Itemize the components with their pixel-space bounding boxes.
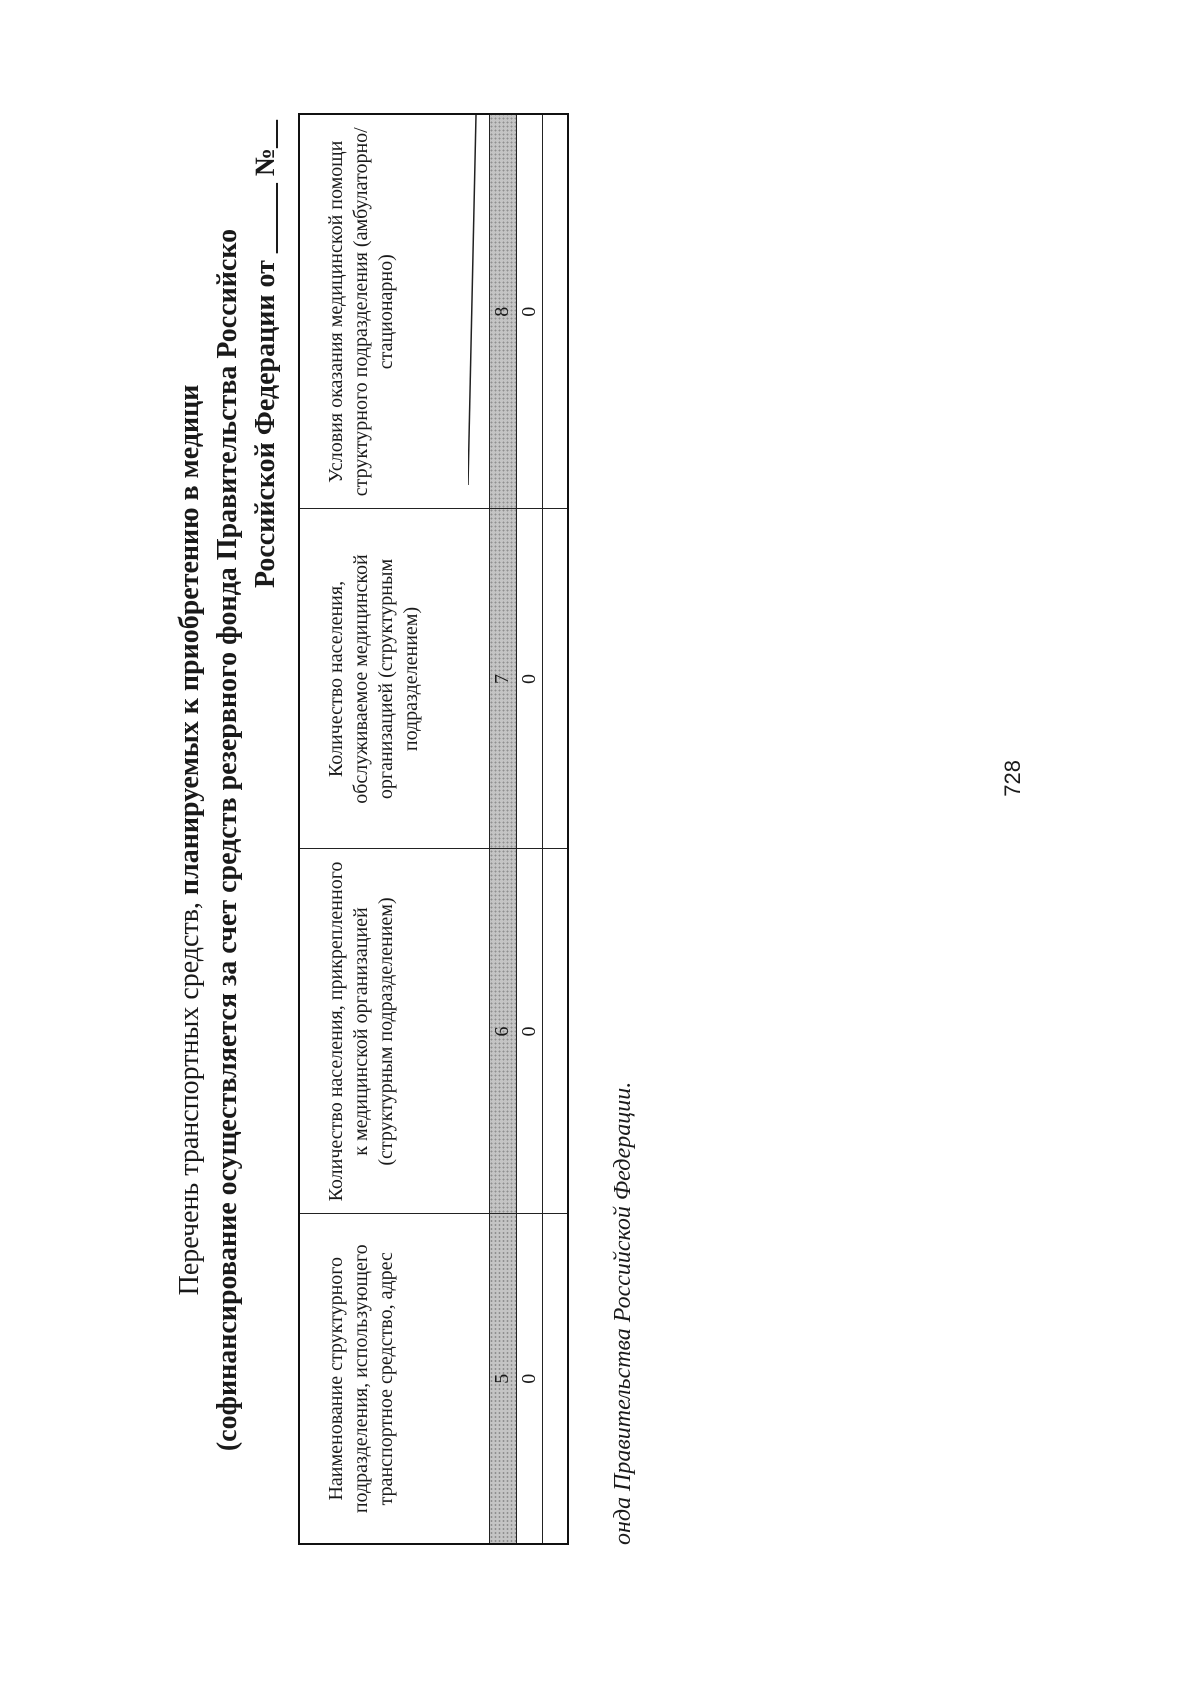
- title-line-1: Перечень транспортных средств, планируемых к приобретению в медици: [174, 384, 205, 1296]
- table-row-empty: [542, 114, 568, 1544]
- column-number: 8: [489, 114, 516, 509]
- table-cell: [542, 1214, 568, 1544]
- footnote: онда Правительства Российской Федерации.: [610, 1081, 636, 1545]
- title-line-2: (софинансирование осуществляется за счет средств резервного фонда Правительства Российско: [212, 228, 243, 1452]
- rotated-page-content: [130, 60, 950, 1620]
- table-cell: [542, 509, 568, 849]
- header-care-conditions: Условия оказания медицинской помощи структурного подразделения (амбулаторно/стационарно): [299, 114, 489, 509]
- table-cell: 0: [516, 849, 542, 1214]
- table-cell: [542, 114, 568, 509]
- strike-line: [468, 115, 538, 485]
- table-cell: [542, 849, 568, 1214]
- table-header-row: [299, 114, 489, 1544]
- column-number: 6: [489, 849, 516, 1214]
- header-structural-unit: Наименование структурного подразделения, использующего транспортное средство, адрес: [299, 1214, 489, 1544]
- table-cell: 0: [516, 509, 542, 849]
- table-cell: 0: [516, 114, 542, 509]
- column-number: 7: [489, 509, 516, 849]
- column-number: 5: [489, 1214, 516, 1544]
- header-served-population: Количество населения, обслуживаемое медицинской организацией (структурным подразделением): [299, 509, 489, 849]
- header-attached-population: Количество населения, прикрепленного к медицинской организацией (структурным подразделением): [299, 849, 489, 1214]
- table-cell: 0: [516, 1214, 542, 1544]
- title-line-3: Российской Федерации от _____ №__: [250, 120, 281, 589]
- page-number: 728: [1000, 760, 1025, 797]
